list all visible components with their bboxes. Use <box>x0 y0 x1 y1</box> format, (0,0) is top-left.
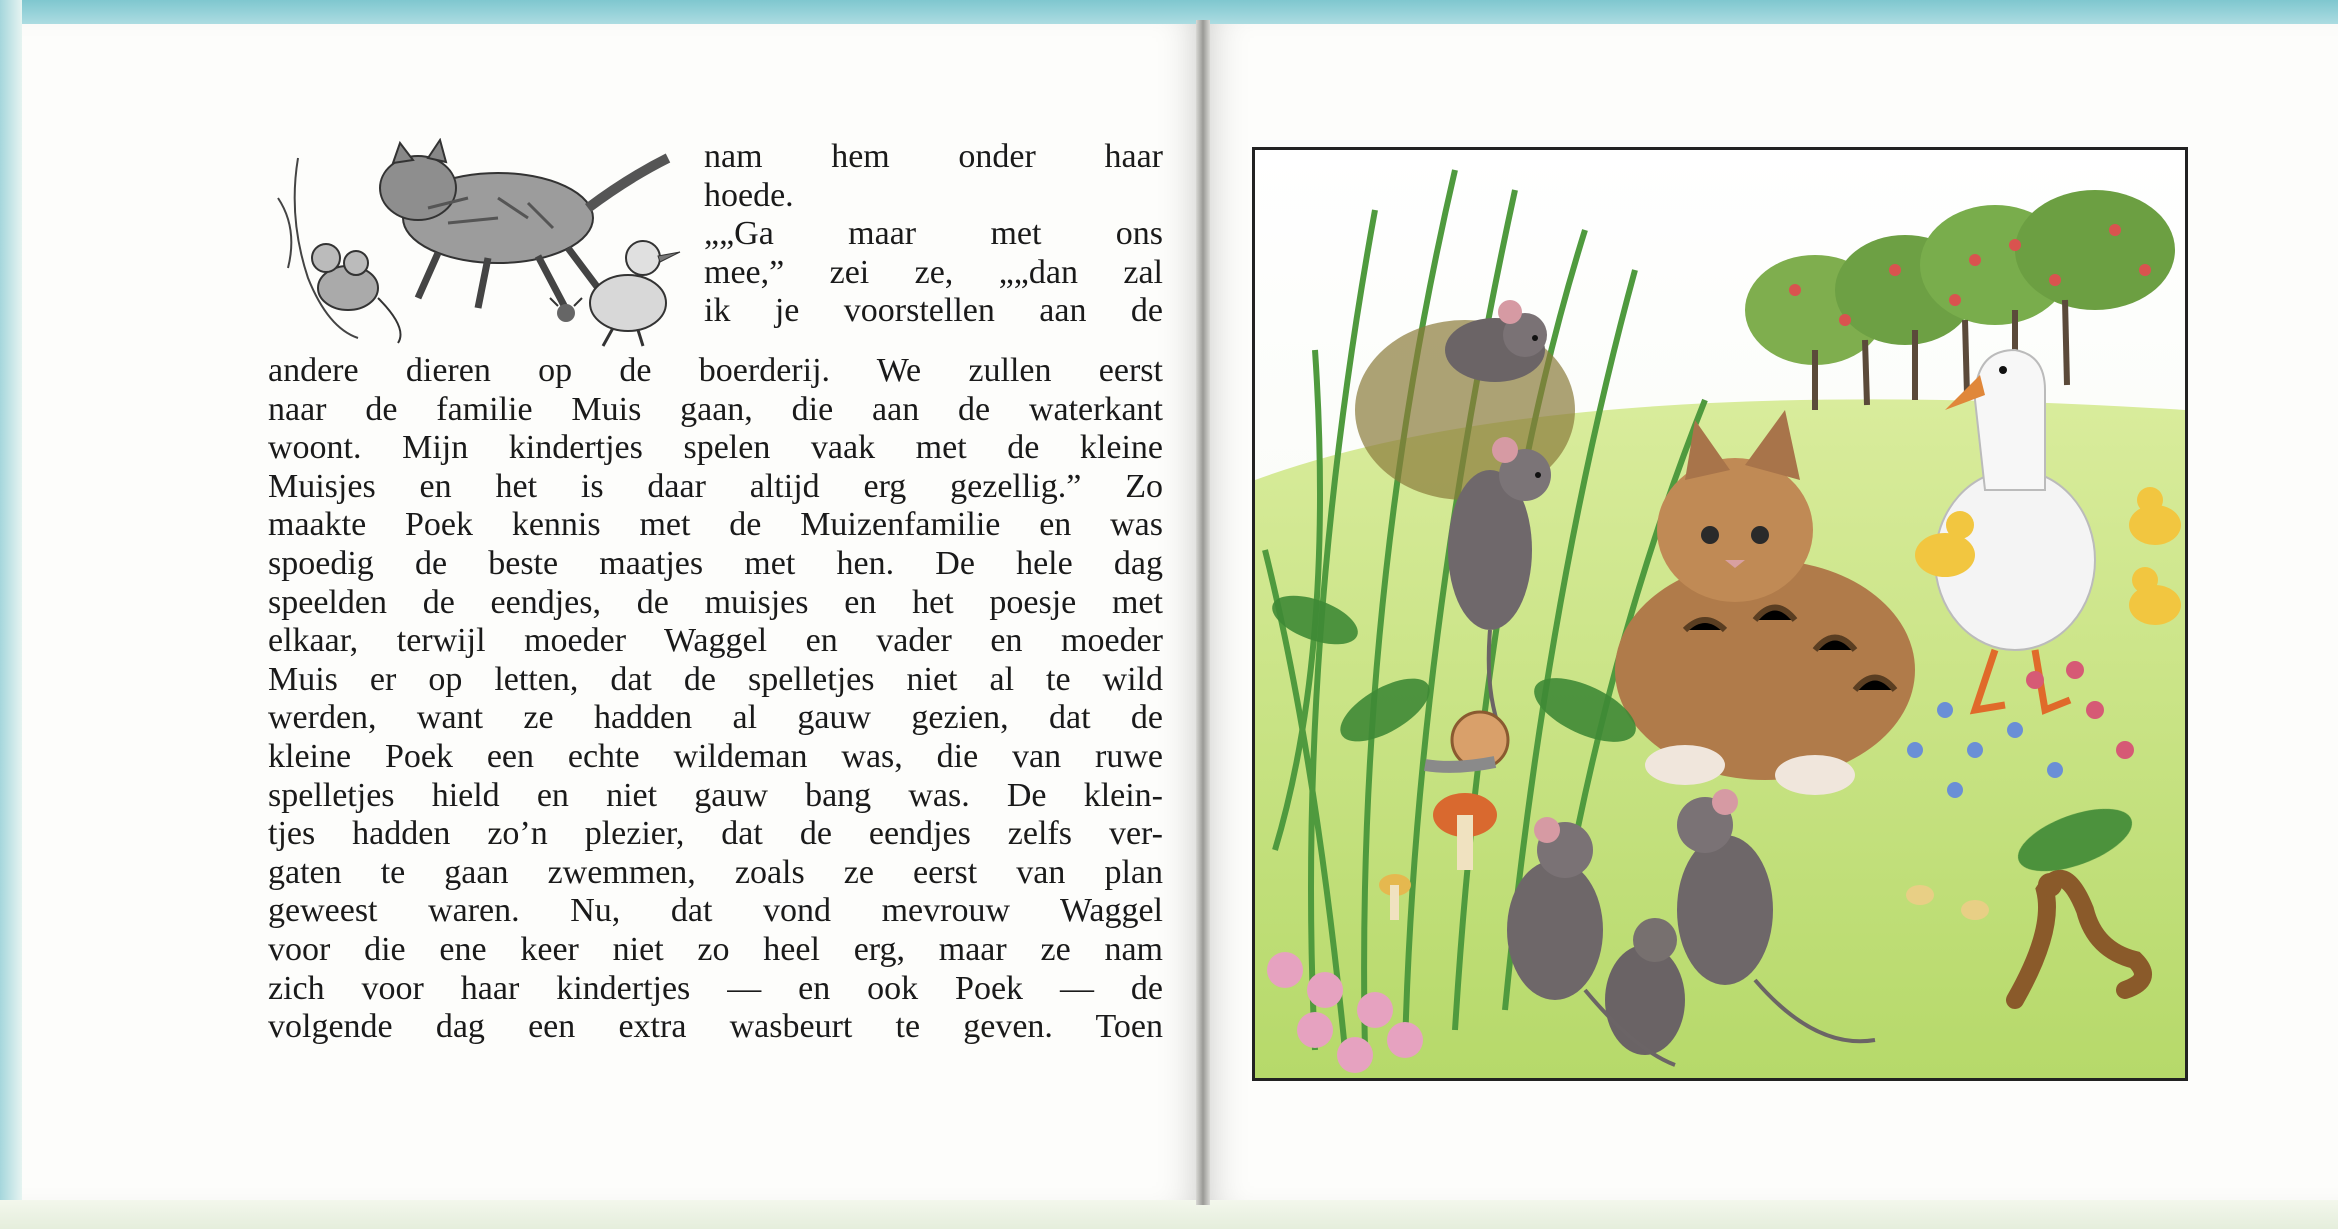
text-line-3: „„Ga maar met ons <box>704 215 1163 253</box>
mouse-sketch <box>312 244 401 343</box>
text-line-11: spoedig de beste maatjes met hen. De hele dag <box>268 544 1163 582</box>
kitten-mice-duck-illustration <box>1252 147 2188 1081</box>
text-line-23: volgende dag een extra wasbeurt te geven. Toen <box>268 1008 1163 1046</box>
duckling-sketch <box>590 241 680 346</box>
text-line-15: werden, want ze hadden al gauw gezien, dat de <box>268 699 1163 737</box>
text-line-4: mee,” zei ze, „„dan zal <box>704 253 1163 291</box>
text-line-13: elkaar, terwijl moeder Waggel en vader en moeder <box>268 622 1163 660</box>
text-line-12: speelden de eendjes, de muisjes en het poesje met <box>268 583 1163 621</box>
text-line-10: maakte Poek kennis met de Muizenfamilie en was <box>268 506 1163 544</box>
text-line-21: voor die ene keer niet zo heel erg, maar ze nam <box>268 930 1163 968</box>
cat-mouse-duck-vignette <box>268 138 688 348</box>
text-line-5: ik je voorstellen aan de <box>704 292 1163 330</box>
text-line-1: nam hem onder haar <box>704 138 1163 175</box>
text-line-8: woont. Mijn kindertjes spelen vaak met de kleine <box>268 429 1163 467</box>
small-bug-sketch <box>550 298 582 322</box>
text-line-7: naar de familie Muis gaan, die aan de waterkant <box>268 390 1163 428</box>
text-line-18: tjes hadden zo’n plezier, dat de eendjes zelfs ver- <box>268 815 1163 853</box>
text-line-9: Muisjes en het is daar altijd erg gezellig.” Zo <box>268 467 1163 505</box>
story-text <box>268 138 1163 1047</box>
text-line-22: zich voor haar kindertjes — en ook Poek — de <box>268 969 1163 1007</box>
book-gutter <box>1196 20 1210 1205</box>
text-line-6: andere dieren op de boerderij. We zullen eerst <box>268 352 1163 389</box>
text-line-20: geweest waren. Nu, dat vond mevrouw Waggel <box>268 892 1163 930</box>
text-line-19: gaten te gaan zwemmen, zoals ze eerst van plan <box>268 853 1163 891</box>
text-line-2: hoede. <box>704 176 794 214</box>
cover-edge-bottom <box>0 1200 2338 1229</box>
text-line-14: Muis er op letten, dat de spelletjes niet al te wild <box>268 660 1163 698</box>
cover-edge-left <box>0 0 22 1229</box>
text-line-17: spelletjes hield en niet gauw bang was. De klein- <box>268 776 1163 814</box>
text-line-16: kleine Poek een echte wildeman was, die van ruwe <box>268 737 1163 775</box>
